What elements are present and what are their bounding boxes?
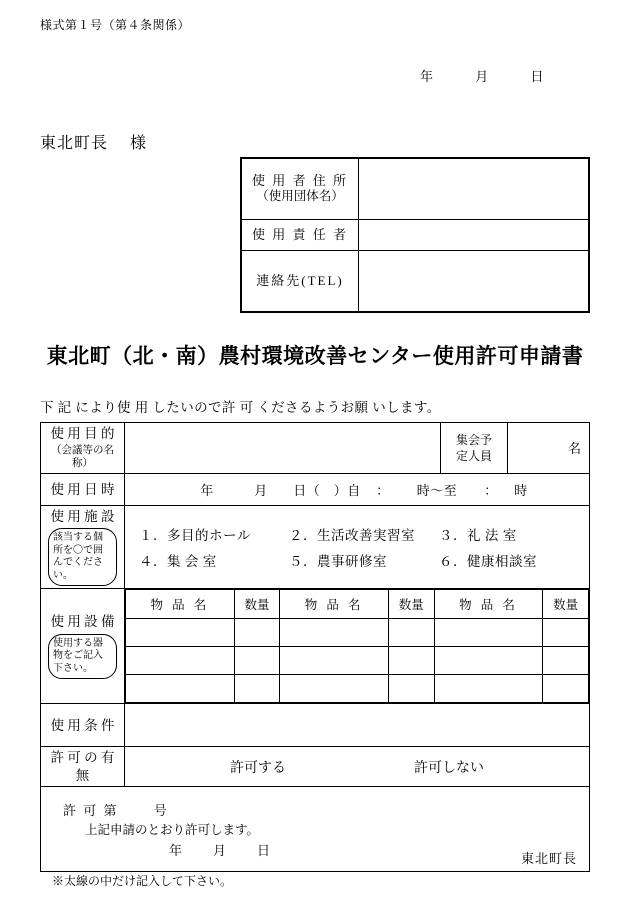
datetime-colon-start: ： bbox=[376, 482, 390, 498]
permission-label-text: 許 可 の 有 無 bbox=[50, 750, 115, 783]
permission-option-yes[interactable]: 許可する bbox=[230, 760, 286, 776]
equipment-cell[interactable] bbox=[126, 647, 235, 675]
permission-options[interactable] bbox=[125, 747, 590, 787]
equipment-cell[interactable] bbox=[126, 675, 235, 703]
equipment-note: 使用する器物をご記入下さい。 bbox=[48, 634, 117, 680]
applicant-responsible-field[interactable] bbox=[359, 220, 589, 251]
conditions-label-text: 使 用 条 件 bbox=[50, 717, 115, 733]
purpose-label-text: 使 用 目 的 bbox=[50, 426, 115, 441]
datetime-colon-end: ： bbox=[484, 482, 498, 498]
equipment-grid-cell bbox=[125, 589, 590, 704]
purpose-input[interactable] bbox=[125, 423, 441, 474]
equipment-cell[interactable] bbox=[543, 675, 589, 703]
attendee-count-label bbox=[441, 423, 508, 474]
facility-option-2[interactable]: ２．生活改善実習室 bbox=[289, 528, 415, 544]
date-month-label: 月 bbox=[475, 69, 489, 84]
applicant-address-label-line2: （使用団体名） bbox=[256, 189, 344, 204]
conditions-input[interactable] bbox=[125, 704, 590, 747]
facility-option-6[interactable]: ６．健康相談室 bbox=[439, 554, 537, 570]
facility-option-4[interactable]: ４．集 会 室 bbox=[139, 554, 217, 570]
addressee bbox=[40, 130, 147, 153]
date-year-label: 年 bbox=[420, 69, 434, 84]
table-row-datetime bbox=[41, 473, 590, 505]
facility-options-row-2 bbox=[139, 550, 589, 570]
approval-number[interactable]: 許 可 第 号 bbox=[63, 802, 169, 818]
datetime-label-text: 使 用 日 時 bbox=[50, 481, 115, 497]
equipment-cell[interactable] bbox=[434, 647, 543, 675]
datetime-hour-start: 時〜至 bbox=[416, 482, 458, 498]
equipment-header-name-3: 物 品 名 bbox=[434, 590, 543, 619]
table-row bbox=[126, 619, 589, 647]
equipment-cell[interactable] bbox=[543, 619, 589, 647]
datetime-label bbox=[41, 473, 125, 505]
applicant-info-box bbox=[240, 157, 590, 313]
lead-text: 下 記 により使 用 したいので許 可 くださるようお願 いします。 bbox=[40, 400, 441, 415]
addressee-name: 東北町長 bbox=[40, 135, 109, 152]
equipment-label bbox=[41, 589, 125, 704]
table-row-equipment bbox=[41, 589, 590, 704]
equipment-cell[interactable] bbox=[280, 647, 389, 675]
purpose-sublabel: （会議等の名称） bbox=[51, 444, 114, 470]
equipment-cell[interactable] bbox=[388, 619, 434, 647]
facility-options-row-1 bbox=[139, 524, 589, 544]
datetime-year: 年 bbox=[200, 482, 214, 498]
table-row bbox=[126, 675, 589, 703]
purpose-label bbox=[41, 423, 125, 474]
applicant-tel-field[interactable] bbox=[359, 251, 589, 312]
form-number: 様式第１号（第４条関係） bbox=[40, 18, 191, 32]
footnote: ※太線の中だけ記入して下さい。 bbox=[52, 874, 233, 888]
datetime-day: 日（ ）自 bbox=[293, 482, 361, 498]
equipment-cell[interactable] bbox=[388, 647, 434, 675]
attendee-label-line2: 定人員 bbox=[455, 448, 492, 463]
equipment-cell[interactable] bbox=[388, 675, 434, 703]
table-row-facility bbox=[41, 505, 590, 589]
conditions-label bbox=[41, 704, 125, 747]
applicant-address-label bbox=[242, 159, 359, 220]
table-row bbox=[242, 159, 589, 220]
approval-date-month: 月 bbox=[213, 842, 227, 858]
approval-statement: 上記申請のとおり許可します。 bbox=[85, 822, 260, 837]
approval-signer: 東北町長 bbox=[520, 851, 577, 867]
facility-option-3[interactable]: ３．礼 法 室 bbox=[439, 528, 517, 544]
equipment-cell[interactable] bbox=[280, 619, 389, 647]
facility-label bbox=[41, 505, 125, 589]
equipment-cell[interactable] bbox=[234, 647, 280, 675]
approval-block bbox=[41, 787, 590, 872]
datetime-input[interactable] bbox=[125, 473, 590, 505]
table-row-conditions bbox=[41, 704, 590, 747]
datetime-month: 月 bbox=[254, 482, 268, 498]
applicant-address-label-line1: 使 用 者 住 所 bbox=[251, 173, 348, 189]
approval-date-year: 年 bbox=[169, 842, 183, 858]
equipment-header-row bbox=[126, 590, 589, 619]
attendee-label-line1: 集会予 bbox=[455, 432, 492, 447]
submission-date-line bbox=[420, 66, 590, 85]
equipment-cell[interactable] bbox=[126, 619, 235, 647]
table-row bbox=[242, 251, 589, 312]
approval-date-day: 日 bbox=[257, 842, 271, 858]
table-row bbox=[126, 647, 589, 675]
application-detail-table bbox=[40, 422, 590, 872]
approval-date[interactable] bbox=[49, 840, 581, 859]
facility-option-1[interactable]: １．多目的ホール bbox=[139, 528, 251, 544]
facility-options[interactable] bbox=[125, 505, 590, 589]
equipment-header-name-1: 物 品 名 bbox=[126, 590, 235, 619]
addressee-honorific: 様 bbox=[130, 135, 148, 152]
applicant-address-field[interactable] bbox=[359, 159, 589, 220]
equipment-label-text: 使 用 設 備 bbox=[50, 614, 115, 630]
facility-label-text: 使 用 施 設 bbox=[50, 508, 115, 524]
equipment-header-qty-1: 数量 bbox=[234, 590, 280, 619]
datetime-hour-end: 時 bbox=[514, 482, 528, 498]
permission-option-no[interactable]: 許可しない bbox=[414, 760, 484, 776]
attendee-count-unit: 名 bbox=[567, 441, 581, 457]
equipment-cell[interactable] bbox=[434, 675, 543, 703]
applicant-responsible-label-text: 使 用 責 任 者 bbox=[251, 226, 348, 242]
facility-option-5[interactable]: ５．農事研修室 bbox=[289, 554, 387, 570]
applicant-responsible-label bbox=[242, 220, 359, 251]
table-row bbox=[242, 220, 589, 251]
date-day-label: 日 bbox=[530, 69, 544, 84]
applicant-tel-label bbox=[242, 251, 359, 312]
table-row-permission bbox=[41, 747, 590, 787]
equipment-cell[interactable] bbox=[543, 647, 589, 675]
equipment-cell[interactable] bbox=[280, 675, 389, 703]
equipment-header-name-2: 物 品 名 bbox=[280, 590, 389, 619]
equipment-header-qty-3: 数量 bbox=[543, 590, 589, 619]
page-title: 東北町（北・南）農村環境改善センター使用許可申請書 bbox=[46, 344, 584, 368]
table-row-purpose bbox=[41, 423, 590, 474]
facility-note: 該当する個所を〇で囲んでください。 bbox=[48, 528, 117, 586]
equipment-header-qty-2: 数量 bbox=[388, 590, 434, 619]
table-row-approval bbox=[41, 787, 590, 872]
permission-label bbox=[41, 747, 125, 787]
equipment-cell[interactable] bbox=[234, 619, 280, 647]
equipment-cell[interactable] bbox=[434, 619, 543, 647]
attendee-count-input[interactable] bbox=[508, 423, 590, 474]
applicant-tel-label-text: 連絡先(TEL) bbox=[256, 272, 344, 288]
equipment-cell[interactable] bbox=[234, 675, 280, 703]
